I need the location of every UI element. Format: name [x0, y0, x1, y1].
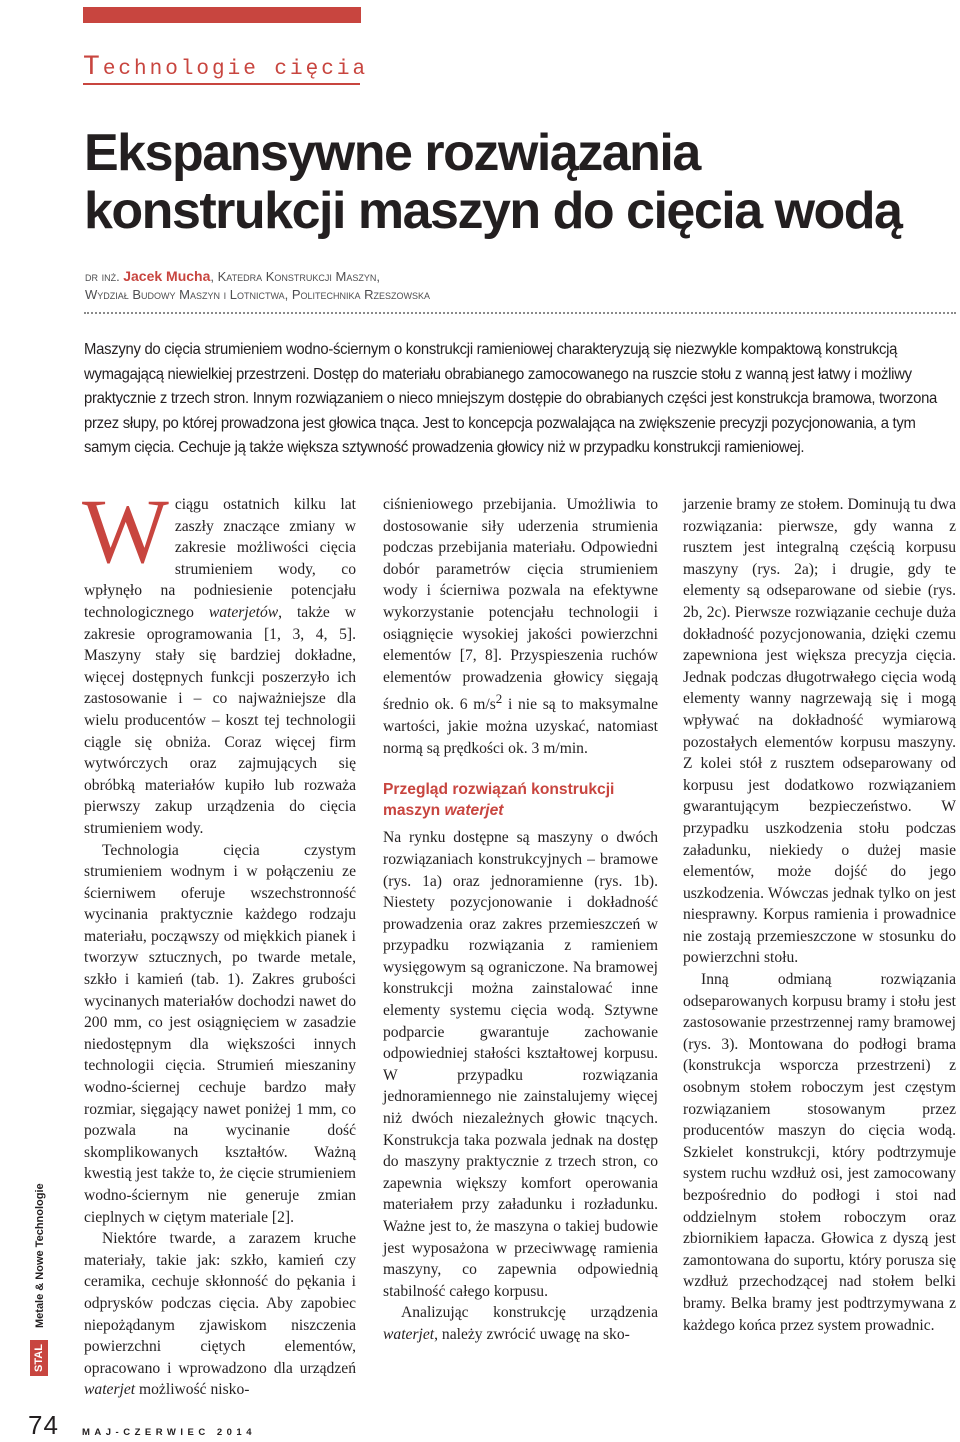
body-emphasis: waterjet: [84, 1381, 136, 1399]
author-byline: [85, 267, 430, 304]
section-rule: [83, 83, 360, 85]
byline-divider: [84, 312, 956, 314]
body-text: możliwość nisko-: [135, 1381, 250, 1399]
title-line-2: konstrukcji maszyn do cięcia wodą: [84, 182, 902, 240]
header-accent-bar: [83, 7, 361, 23]
superscript: 2: [495, 691, 503, 707]
subheading-emphasis: waterjet: [444, 802, 504, 820]
body-text: , należy zwrócić uwagę na sko-: [434, 1325, 630, 1343]
body-paragraph: [84, 1228, 356, 1401]
body-paragraph: Inną odmianą rozwiązania odseparowanych korpusu bramy i stołu jest zastosowanie przestrzennej ramy bramowej (rys. 3). Montowana do podłogi brama (konstrukcja wsporcza przestrzeni) z osobnym stołem roboczym jest częstym rozwiązaniem stosowanym przez producentów maszyn do cięcia wodą. Szkielet konstrukcji, który podtrzymuje system ruchu wzdłuż osi, jest zamocowany bezpośrednio do podłogi i stoi nad oddzielnym stołem roboczym oraz zbiornikiem łapacza. Głowica z dyszą jest zamontowana do suportu, który porusza się wzdłuż przechodzącej nad stołem belki bramy. Belka bramy jest podtrzymywana z każdego końca przez system prowadnic.: [683, 971, 956, 1334]
body-paragraph: [82, 480, 356, 840]
body-text: ciśnieniowego przebijania. Umożliwia to dostosowanie siły uderzenia strumienia podczas przebijania materiału. Odpowiedni dobór parametrów cięcia strumieniem wody i ścierniwa pozwala na efektywne wykorzystanie potencjału technologii i osiągnięcie wysokiej jakości powierzchni elementów [7, 8]. Przyspieszenia ruchów elementów prowadzenia głowicy sięgają średnio ok. 6 m/s: [383, 496, 658, 714]
page-number: 74: [28, 1410, 59, 1440]
body-paragraph: Na rynku dostępne są maszyny o dwóch rozwiązaniach konstrukcyjnych – bramowe (rys. 1a) oraz jednoramienne (rys. 1b). Niestety pozycjonowanie i dokładność prowadzenia oraz zakres przemieszczeń w przypadku rozwiązania z ramieniem wysięgowym są ograniczone. Na bramowej konstrukcji można zainstalować inne elementy systemu cięcia wodą. Sztywne podparcie gwarantuje zachowanie odpowiedniej stałości kształtowej korpusu. W przypadku rozwiązania jednoramiennego nie zainstalujemy więcej niż dwóch niezależnych głowic tnących. Konstrukcja taka pozwala jednak na dostęp do maszyny praktycznie z trzech stron, co zapewnia większy komfort operowania materiałem przy załadunku i rozładunku. Ważne jest to, że maszyna o takiej budowie jest wyposażona w przeciwwagę ramienia maszyny, co zapewnia odpowiednią stabilność całego korpusu.: [383, 829, 658, 1300]
title-line-1: Ekspansywne rozwiązania: [84, 124, 700, 182]
logo-text: STAL: [33, 1344, 45, 1372]
body-column-2: [383, 494, 658, 1346]
body-text: i nie są to maksymalne wartości, jakie można uzyskać, natomiast normą są prędkości ok. 3 m/min.: [383, 696, 659, 757]
lead-paragraph: Maszyny do cięcia strumieniem wodno-ściernym o konstrukcji ramieniowej charakteryzują się niezwykle kompaktową konstrukcją wymagającą niewielkiej przestrzeni. Dostęp do materiału obrabianego zamocowanego na ruszcie stołu z wanną jest łatwy i możliwy praktycznie z trzech stron. Innym rozwiązaniem o nieco mniejszym dostępie do obrabianych części jest konstrukcja bramowa, tworzona przez słupy, po której prowadzona jest głowica tnąca. Jest to koncepcja pozwalająca na zwiększenie precyzji pozycjonowania, a tym samym cięcia. Cechuje ją także większa sztywność prowadzenia głowicy niż w przypadku konstrukcji ramieniowej.: [84, 341, 938, 456]
section-label: [83, 52, 368, 83]
section-rule-shape: [83, 83, 360, 85]
body-paragraph: jarzenie bramy ze stołem. Dominują tu dwa rozwiązania: pierwsze, gdy wanna z rusztem jest integralną częścią korpusu maszyny (rys. 2a); i drugie, gdy te elementy są odseparowane od siebie (rys. 2b, 2c). Pierwsze rozwiązanie cechuje duża dokładność pozycjonowania, dzięki czemu zapewniona jest większa precyzja cięcia. Jednak podczas długotrwałego cięcia wodą elementy wanny nagrzewają się i mogą wpływać na dokładność wymiarową pozostałych elementów korpusu maszyny. Z kolei stół z rusztem odseparowany od korpusu jest dodatkowo rozwiązaniem gwarantującym bezpieczeństwo. W przypadku uszkodzenia stołu podczas załadunku, niekiedy o dużej masie elementów, może dojść do jego uszkodzenia. Wówczas jednak tylko on jest niesprawny. Korpus ramienia i prowadnice nie zostają przemieszczone w stosunku do powierzchni stołu.: [683, 496, 956, 967]
issue-date: MAJ-CZERWIEC 2014: [82, 1427, 256, 1438]
subheading-text: Przegląd rozwiązań konstrukcji maszyn: [383, 781, 615, 820]
author-prefix: dr inż.: [85, 269, 120, 284]
body-column-1: [82, 480, 356, 1401]
author-affiliation-1: , Katedra Konstrukcji Maszyn,: [210, 269, 380, 284]
stal-logo: [30, 1340, 48, 1376]
body-paragraph: [383, 1302, 658, 1345]
article-title: [84, 124, 944, 240]
section-label-text: echnologie cięcia: [102, 58, 369, 81]
magazine-name: Metale & Nowe Technologie: [34, 1183, 46, 1328]
body-column-3: [683, 494, 956, 1336]
section-label-initial: T: [83, 52, 103, 83]
body-emphasis: waterjet: [383, 1325, 435, 1343]
body-text: ciągu ostatnich kilku lat zaszły znaczące zmiany w zakresie możliwości cięcia strumieniem wody, co wpłynęło na podniesienie potencjału technologicznego: [84, 496, 356, 621]
body-text: Niektóre twarde, a zarazem kruche materiały, takie jak: szkło, kamień czy ceramika, cechuje skłonność do pękania i odprysków podczas cięcia. Aby zapobiec niepożądanym zjawiskom niszczenia powierzchni ciętych elementów, opracowano i wprowadzono dla urządzeń: [84, 1230, 356, 1377]
section-subheading: [383, 779, 658, 821]
author-name: Jacek Mucha: [123, 268, 211, 284]
body-emphasis: waterjetów: [208, 603, 279, 621]
drop-cap: W: [82, 480, 169, 582]
body-text: , także w zakresie oprogramowania [1, 3, 4, 5]. Maszyny stały się bardziej dokładne, więcej dostępnych funkcji poszerzyło ich zastosowanie i – co najważniejsze dla wielu producentów – koszt tej technologii ciągle się obniża. Coraz więcej firm wytwórczych oraz zajmujących się obróbką materiałów kupiło lub rozważa pierwszy zakup urządzenia do cięcia strumieniem wody.: [84, 603, 356, 837]
body-text: Analizując konstrukcję urządzenia: [401, 1304, 658, 1322]
body-paragraph: [383, 494, 658, 759]
body-paragraph: Technologia cięcia czystym strumieniem wodnym i w połączeniu ze ścierniwem oferuje wszechstronność wycinania praktycznie każdego rodzaju materiału, począwszy od miękkich pianek i tworzyw sztucznych, po twarde metale, szkło i kamień (tab. 1). Zakres grubości wycinanych materiałów dochodzi nawet do 200 mm, co jest osiągnięciem w zasadzie niedostępnym dla większości innych technologii cięcia. Strumień mieszaniny wodno-ściernej cechuje bardzo mały rozmiar, sięgający nawet poniżej 1 mm, co pozwala na wycinanie dość skomplikowanych kształtów. Ważną kwestią jest także to, że cięcie strumieniem wodno-ściernym nie generuje zmian cieplnych w ciętym materiale [2].: [84, 841, 356, 1226]
accent-bar-shape: [83, 7, 361, 23]
author-affiliation-2: Wydział Budowy Maszyn i Lotnictwa, Politechnika Rzeszowska: [85, 287, 431, 302]
